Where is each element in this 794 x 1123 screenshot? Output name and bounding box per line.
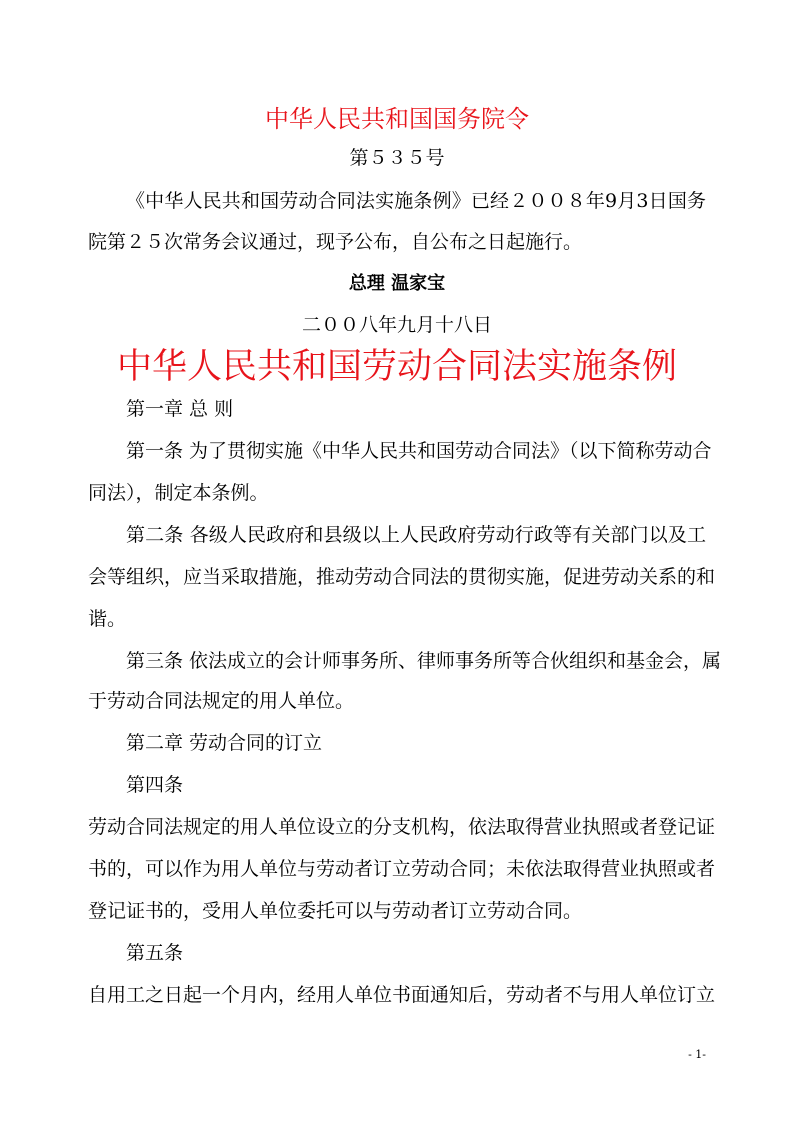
article-2-line-1: 第二条 各级人民政府和县级以上人民政府劳动行政等有关部门以及工 — [126, 524, 706, 546]
article-1-line-2: 同法），制定本条例。 — [88, 482, 269, 504]
chapter-heading-2: 第二章 劳动合同的订立 — [126, 732, 323, 754]
article-4-line-1: 劳动合同法规定的用人单位设立的分支机构，依法取得营业执照或者登记证 — [88, 816, 716, 838]
article-5-heading: 第五条 — [126, 942, 184, 964]
article-5-line-1: 自用工之日起一个月内，经用人单位书面通知后，劳动者不与用人单位订立 — [88, 984, 716, 1006]
decree-signer: 总理 温家宝 — [348, 273, 446, 294]
article-4-line-3: 登记证书的，受用人单位委托可以与劳动者订立劳动合同。 — [88, 900, 583, 922]
decree-intro-line-1: 《中华人民共和国劳动合同法实施条例》已经２００８年9月3日国务 — [126, 190, 706, 212]
article-4-line-2: 书的，可以作为用人单位与劳动者订立劳动合同；未依法取得营业执照或者 — [88, 858, 716, 880]
article-3-line-1: 第三条 依法成立的会计师事务所、律师事务所等合伙组织和基金会，属 — [126, 650, 722, 672]
article-1-line-1: 第一条 为了贯彻实施《中华人民共和国劳动合同法》（以下简称劳动合 — [126, 440, 712, 462]
article-4-heading: 第四条 — [126, 774, 184, 796]
article-2-line-2: 会等组织，应当采取措施，推动劳动合同法的贯彻实施，促进劳动关系的和 — [88, 566, 716, 588]
page-number: - 1- — [688, 1048, 706, 1061]
regulation-title: 中华人民共和国劳动合同法实施条例 — [116, 347, 677, 387]
decree-title: 中华人民共和国国务院令 — [265, 105, 529, 133]
decree-intro-line-2: 院第２５次常务会议通过，现予公布，自公布之日起施行。 — [88, 231, 583, 253]
article-2-line-3: 谐。 — [88, 608, 127, 630]
decree-number: 第５３５号 — [349, 147, 445, 169]
article-3-line-2: 于劳动合同法规定的用人单位。 — [88, 690, 355, 712]
decree-date: 二００八年九月十八日 — [301, 314, 492, 336]
chapter-heading-1: 第一章 总 则 — [126, 398, 234, 420]
